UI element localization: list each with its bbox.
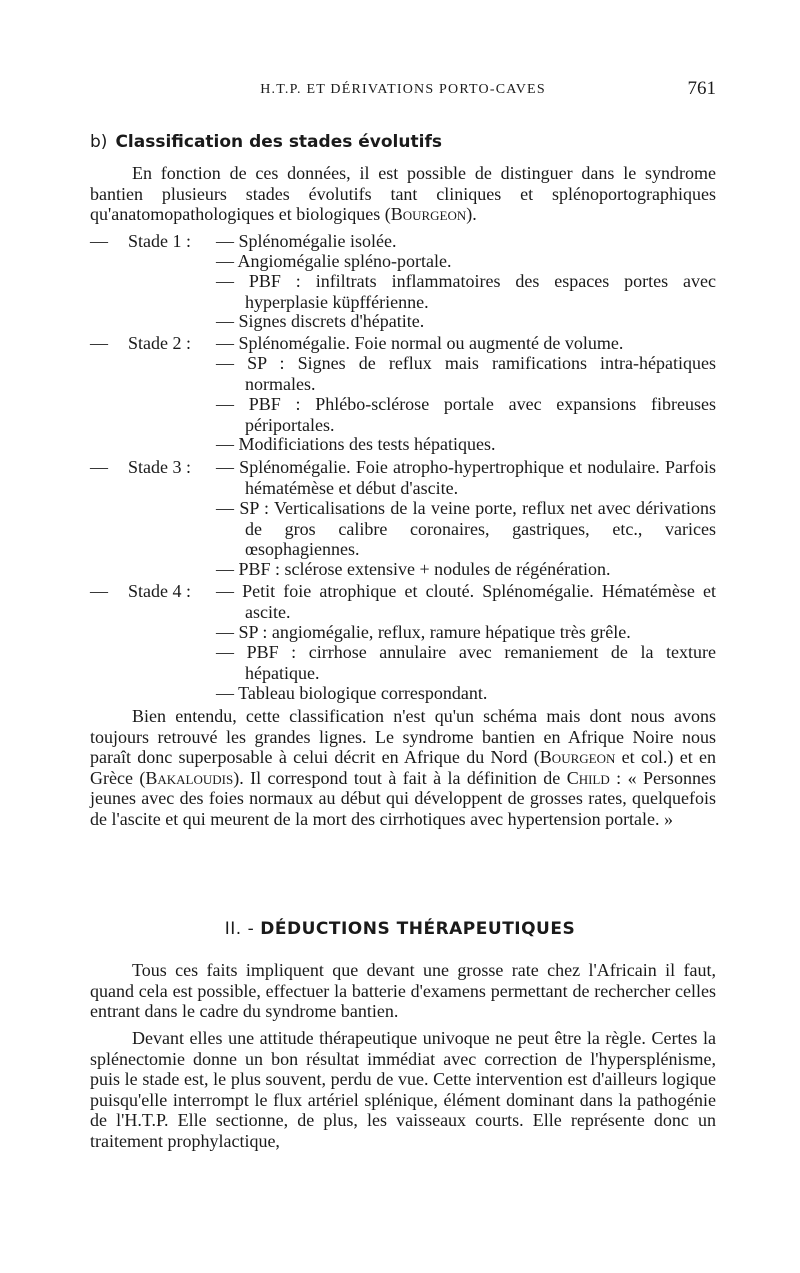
stage-item: — Angiomégalie spléno-portale. [216, 251, 452, 271]
conclusion-paragraph [90, 706, 716, 829]
author-name: Child [566, 767, 610, 788]
conclusion-text: Bien entendu, cette classification n'est qu'un schéma mais dont nous avons toujours retrouvé les grandes lignes. Le syndrome bantien en Afrique Noire nous paraît donc superposable à celui décrit en Afrique du Nord ( [90, 706, 716, 767]
stage-item: — Splénomégalie isolée. [216, 231, 397, 251]
stage-item: — PBF : infiltrats inflammatoires des espaces portes avec hyperplasie küpfférienne. [216, 271, 716, 312]
stage-item: — PBF : Phlébo-sclérose portale avec expansions fibreuses périportales. [216, 394, 716, 435]
stage-label-text: Stade 2 : [128, 333, 191, 353]
stage-dash: — [90, 581, 108, 601]
subsection-title: Classification des stades évolutifs [115, 132, 442, 152]
stage-item: — Splénomégalie. Foie normal ou augmenté de volume. [216, 333, 624, 353]
stage-item: — SP : angiomégalie, reflux, ramure hépatique très grêle. [216, 622, 631, 642]
conclusion-text: et col.) et en Grèce ( [90, 747, 716, 788]
stage-label-text: Stade 1 : [128, 231, 191, 251]
stage-item: — Modificiations des tests hépatiques. [216, 434, 496, 454]
stage-label [90, 231, 216, 252]
subsection-letter: b) [90, 132, 108, 152]
conclusion-text: ). Il correspond tout à fait à la définition de [233, 767, 567, 788]
stage-dash: — [90, 231, 108, 251]
stage-label-text: Stade 3 : [128, 457, 191, 477]
intro-paragraph [90, 163, 716, 225]
stage-item: — PBF : cirrhose annulaire avec remaniement de la texture hépatique. [216, 642, 716, 683]
stage-label [90, 333, 216, 354]
therapeutic-paragraph: Devant elles une attitude thérapeutique univoque ne peut être la règle. Certes la splénectomie donne un bon résultat immédiat avec correction de l'hypersplénisme, puis le stade est, le plus souvent, perdu de vue. Cette intervention est d'ailleurs logique puisqu'elle interrompt le flux artériel splénique, élément dominant dans la pathogénie de l'H.T.P. Elle sectionne, de plus, les vaisseaux courts. Elle représente donc un traitement prophylactique, [90, 1028, 716, 1151]
author-name: Bourgeon [539, 747, 616, 767]
running-header [90, 78, 716, 100]
stage-item: — Splénomégalie. Foie atropho-hypertrophique et nodulaire. Parfois hématémèse et début d'ascite. [216, 457, 716, 498]
stage-item: — Tableau biologique correspondant. [216, 683, 488, 703]
stage-dash: — [90, 333, 108, 353]
intro-text-end: ). [466, 204, 477, 224]
stage-item: — SP : Verticalisations de la veine porte, reflux net avec dérivations de gros calibre coronaires, gastriques, etc., varices œsophagiennes. [216, 498, 716, 559]
intro-text: En fonction de ces données, il est possible de distinguer dans le syndrome bantien plusieurs stades évolutifs tant cliniques et splénoportographiques qu'anatomopathologiques et biologiques ( [90, 163, 716, 224]
stage-item: — Signes discrets d'hépatite. [216, 311, 425, 331]
section-number: II. - [224, 919, 255, 939]
section-title: DÉDUCTIONS THÉRAPEUTIQUES [260, 919, 576, 939]
stage-label [90, 581, 216, 602]
stage-item: — Petit foie atrophique et clouté. Splénomégalie. Hématémèse et ascite. [216, 581, 716, 622]
section-heading [0, 919, 800, 939]
running-title: H.T.P. ET DÉRIVATIONS PORTO-CAVES [260, 82, 546, 97]
stage-label [90, 457, 216, 478]
author-name: Bourgeon [390, 204, 467, 224]
stage-label-text: Stade 4 : [128, 581, 191, 601]
author-name: Bakaloudis [145, 767, 234, 788]
stage-item: — SP : Signes de reflux mais ramifications intra-hépatiques normales. [216, 353, 716, 394]
subsection-heading [90, 132, 442, 152]
conclusion-text: : « Personnes jeunes avec des foies normaux au début qui développent de grosses rates, quelquefois de l'ascite et qui meurent de la mort des cirrhotiques avec hypertension portale. » [90, 767, 716, 829]
stage-item: — PBF : sclérose extensive + nodules de régénération. [216, 559, 611, 579]
stage-dash: — [90, 457, 108, 477]
therapeutic-paragraph: Tous ces faits impliquent que devant une grosse rate chez l'Africain il faut, quand cela est possible, effectuer la batterie d'examens permettant de rechercher celles entrant dans le cadre du syndrome bantien. [90, 960, 716, 1021]
page-number: 761 [687, 78, 716, 99]
